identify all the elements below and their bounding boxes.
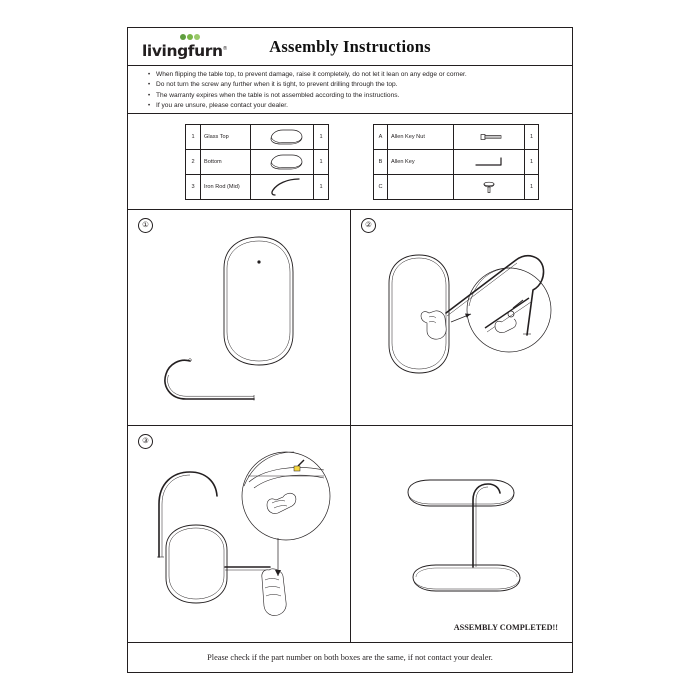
hardware-name: Allen Key Nut [388,125,454,150]
table-row [186,175,329,200]
step-3-panel [128,426,351,642]
assembly-completed-panel [351,426,572,642]
part-number: 2 [186,150,201,175]
part-number: 1 [186,125,201,150]
curved-rod-icon [251,175,314,200]
table-row [186,150,329,175]
warning-item [142,91,562,101]
rounded-panel-icon [251,150,314,175]
bolt-icon [454,125,525,150]
part-name: Bottom [201,150,251,175]
warning-text: When flipping the table top, to prevent damage, raise it completely, do not let it lean on any edge or corner. [156,71,467,78]
step-number: ① [138,218,153,233]
step-2-panel [351,210,572,426]
step-2-illustration [351,210,572,426]
warning-item [142,80,562,90]
part-qty: 1 [314,150,329,175]
steps-grid [128,210,572,642]
part-qty: 1 [314,175,329,200]
completed-illustration [351,426,572,642]
table-row [186,125,329,150]
footer-note: Please check if the part number on both boxes are the same, if not contact your dealer. [128,642,572,672]
step-1-illustration [128,210,351,426]
step-3-illustration [128,426,351,642]
hardware-letter: A [374,125,388,150]
warning-text: If you are unsure, please contact your dealer. [156,102,288,110]
hardware-letter: C [374,175,388,200]
hardware-letter: B [374,150,388,175]
part-number: 3 [186,175,201,200]
warning-text: Do not turn the screw any further when it is tight, to prevent drilling through the top. [156,81,398,89]
parts-table [185,124,329,200]
hardware-table [373,124,539,200]
table-row [374,150,539,175]
bullet-icon: • [147,82,151,89]
allen-key-icon [454,150,525,175]
parts-area [128,114,572,210]
step-number: ② [361,218,376,233]
warning-item [142,70,562,80]
instruction-sheet [127,27,573,673]
part-name: Iron Rod (Mid) [201,175,251,200]
bullet-icon: • [147,103,151,110]
part-qty: 1 [314,125,329,150]
bullet-icon: • [147,92,151,99]
hardware-qty: 1 [525,175,539,200]
rounded-panel-icon [251,125,314,150]
warnings-list [128,66,572,114]
step-number: ③ [138,434,153,449]
table-row [374,125,539,150]
page-title: Assembly Instructions [269,37,431,56]
assembly-completed-label: ASSEMBLY COMPLETED!! [453,623,558,632]
warning-item [142,101,562,111]
table-row [374,175,539,200]
brand-name-text: livingfurn [142,42,223,61]
screw-cap-icon [454,175,525,200]
header [128,28,572,66]
hardware-name: Allen Key [388,150,454,175]
hardware-qty: 1 [525,125,539,150]
warning-text: The warranty expires when the table is not assembled according to the instructions. [156,91,400,99]
step-1-panel [128,210,351,426]
part-name: Glass Top [201,125,251,150]
brand-trademark: ® [222,46,228,52]
bullet-icon: • [147,72,151,78]
hardware-name [388,175,454,200]
hardware-qty: 1 [525,150,539,175]
